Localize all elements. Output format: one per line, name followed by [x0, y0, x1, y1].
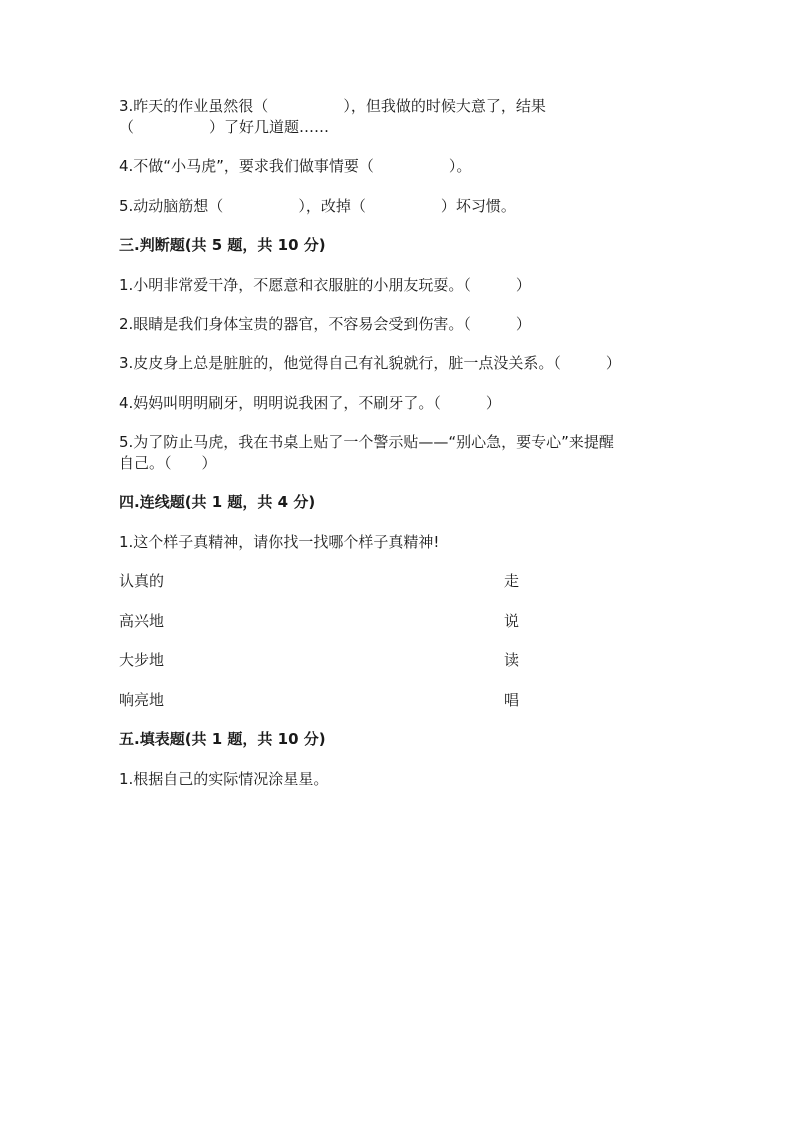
section-heading-matching: 四.连线题(共 1 题，共 4 分) — [119, 493, 316, 511]
judgment-question-4: 4.妈妈叫明明刷牙，明明说我困了，不刷牙了。（ ） — [119, 394, 501, 412]
matching-right-item[interactable]: 读 — [504, 651, 520, 669]
judgment-question-2: 2.眼睛是我们身体宝贵的器官，不容易会受到伤害。（ ） — [119, 315, 531, 333]
judgment-question-3: 3.皮皮身上总是脏脏的，他觉得自己有礼貌就行，脏一点没关系。（ ） — [119, 354, 621, 372]
matching-left-item[interactable]: 大步地 — [119, 651, 165, 669]
matching-right-item[interactable]: 说 — [504, 612, 520, 630]
fill-blank-question-3-line-1: 3.昨天的作业虽然很（ ），但我做的时候大意了，结果 — [119, 97, 546, 115]
fill-blank-question-5: 5.动动脑筋想（ ），改掉（ ）坏习惯。 — [119, 197, 516, 215]
fill-table-question-1: 1.根据自己的实际情况涂星星。 — [119, 770, 329, 788]
section-heading-fill-table: 五.填表题(共 1 题，共 10 分) — [119, 730, 326, 748]
matching-left-item[interactable]: 认真的 — [119, 572, 165, 590]
matching-left-item[interactable]: 响亮地 — [119, 691, 165, 709]
matching-left-item[interactable]: 高兴地 — [119, 612, 165, 630]
matching-right-item[interactable]: 走 — [504, 572, 520, 590]
matching-right-item[interactable]: 唱 — [504, 691, 520, 709]
matching-question-1: 1.这个样子真精神，请你找一找哪个样子真精神! — [119, 533, 440, 551]
judgment-question-1: 1.小明非常爱干净，不愿意和衣服脏的小朋友玩耍。（ ） — [119, 276, 531, 294]
section-heading-judgment: 三.判断题(共 5 题，共 10 分) — [119, 236, 326, 254]
fill-blank-question-3-line-2: （ ）了好几道题…… — [119, 118, 330, 136]
judgment-question-5-line-1: 5.为了防止马虎，我在书桌上贴了一个警示贴——“别心急，要专心”来提醒 — [119, 433, 614, 451]
judgment-question-5-line-2: 自己。（ ） — [119, 454, 217, 472]
fill-blank-question-4: 4.不做“小马虎”，要求我们做事情要（ ）。 — [119, 157, 472, 175]
